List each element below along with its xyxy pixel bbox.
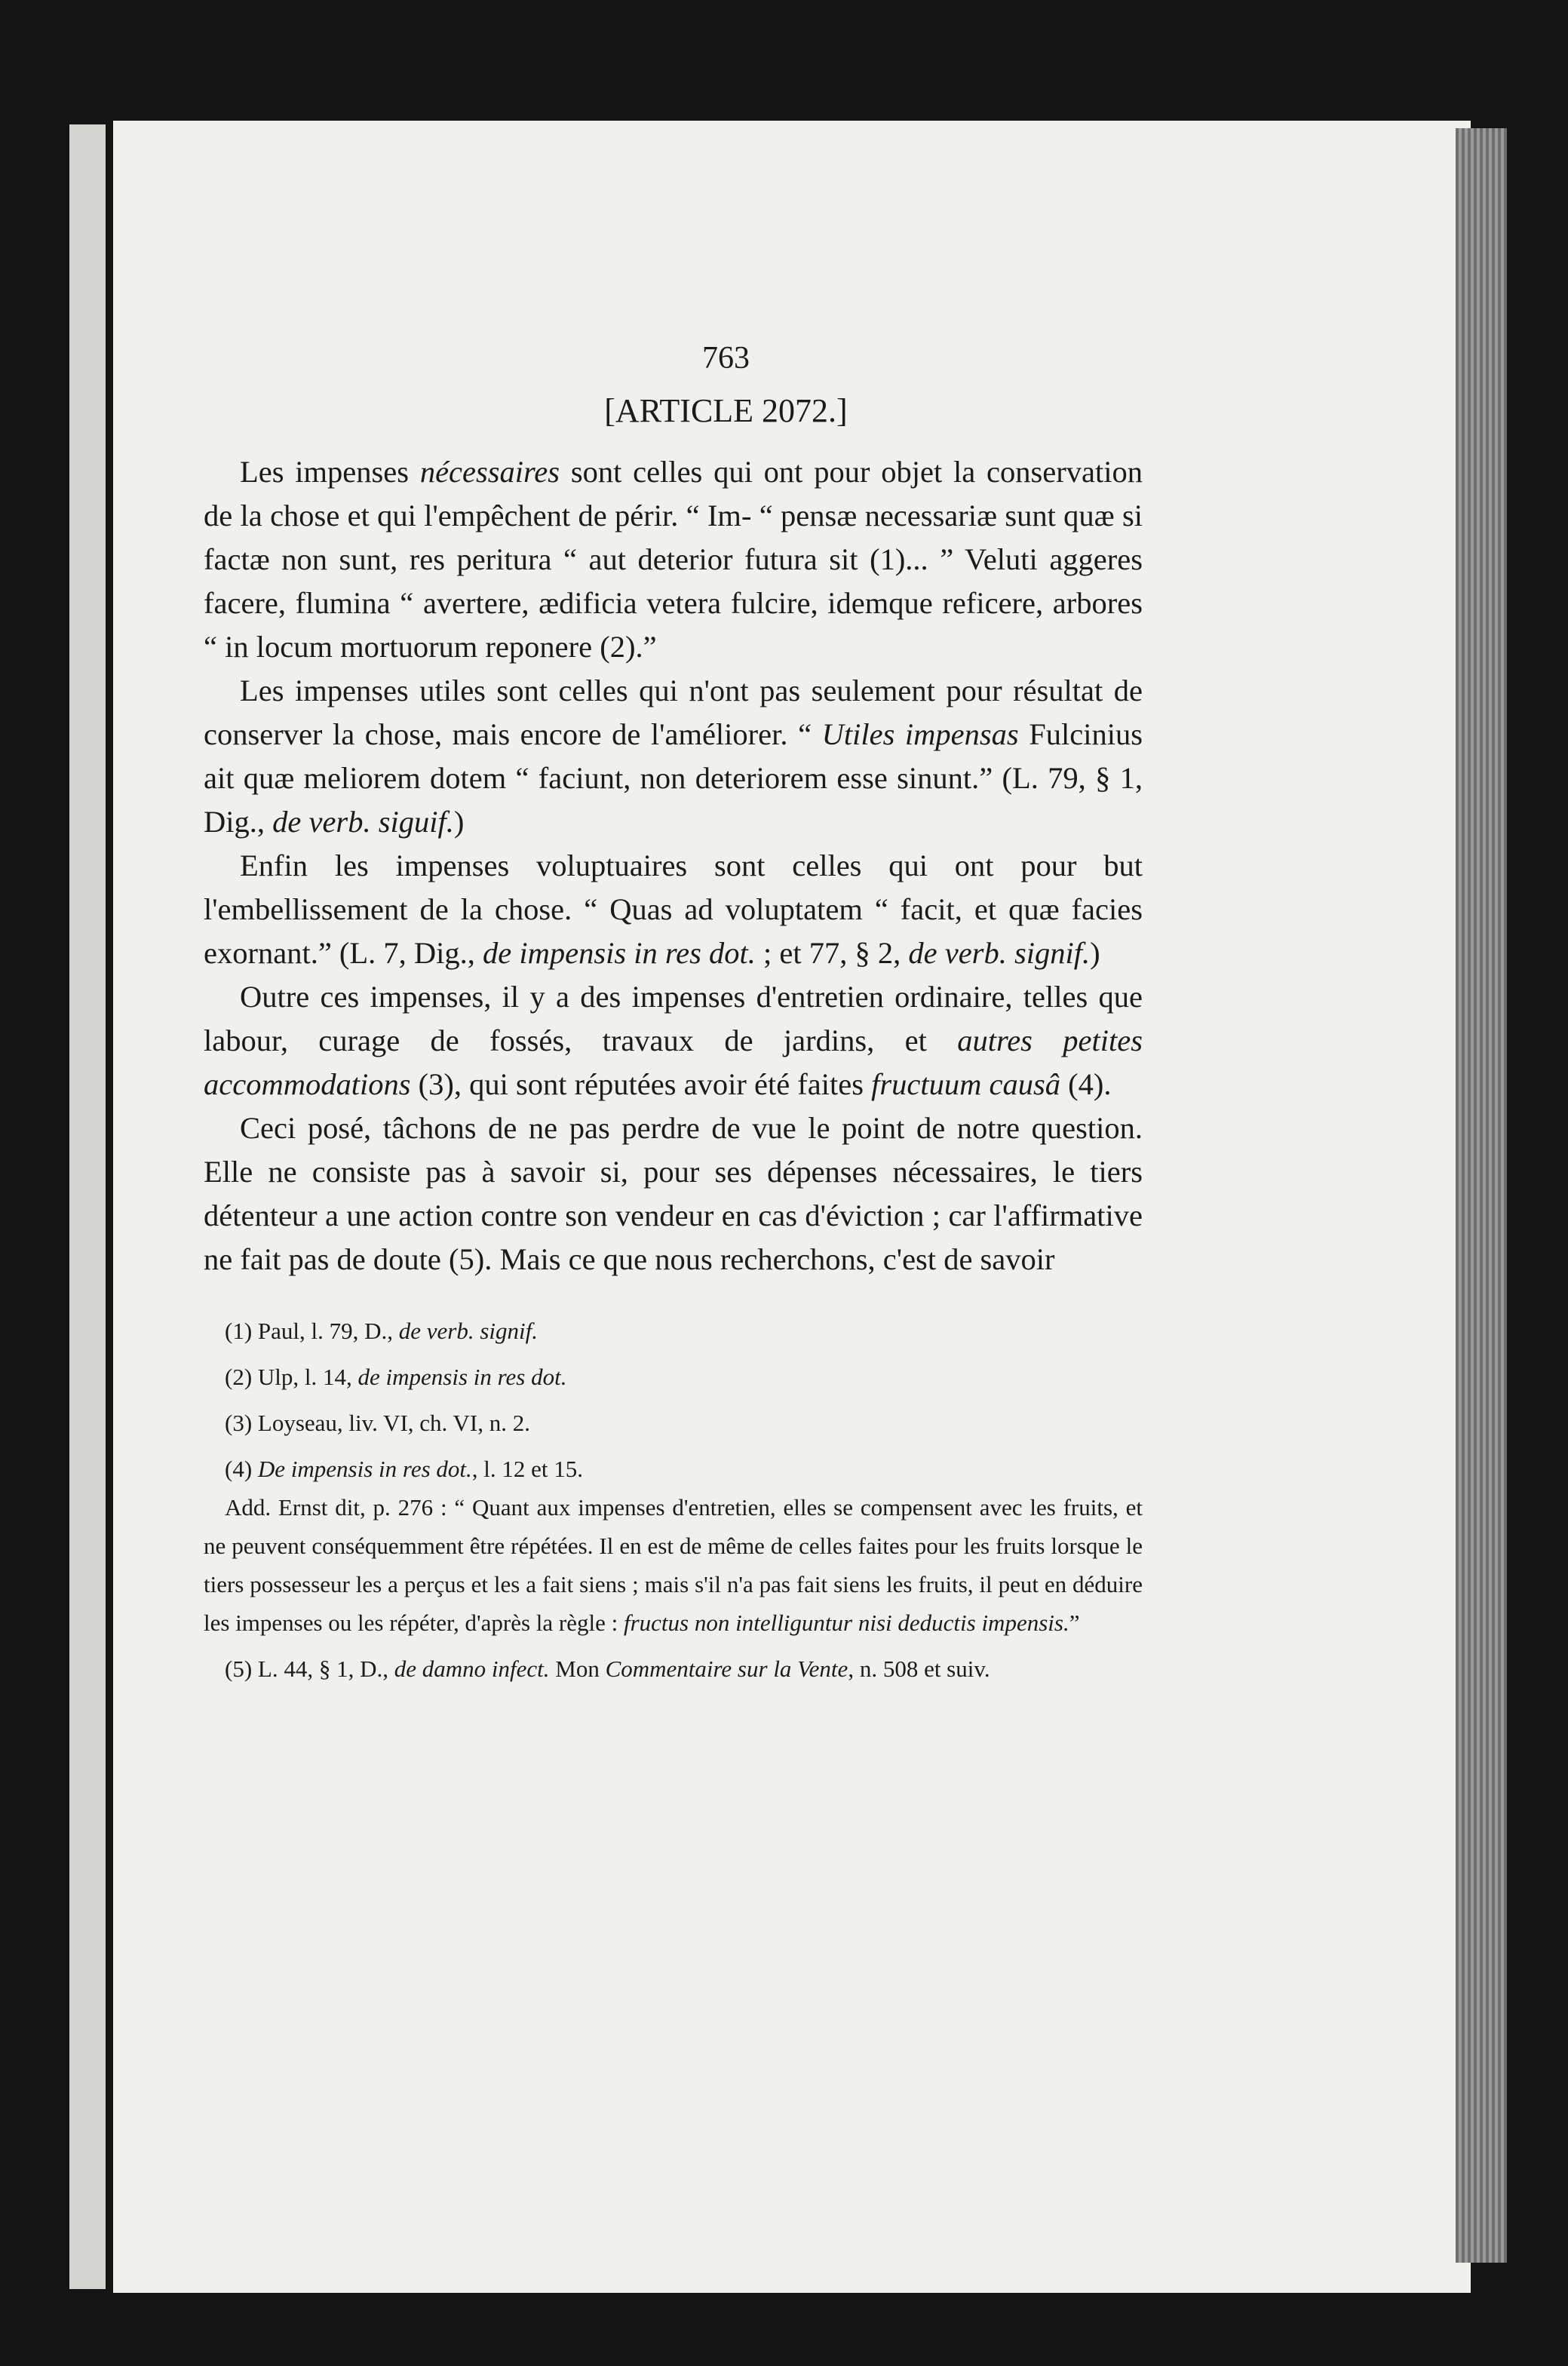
text-run: ” [1069, 1610, 1080, 1636]
italic-text: de impensis in res dot. [483, 936, 756, 970]
italic-text: de verb. siguif. [272, 805, 454, 839]
text-run: (1) Paul, l. 79, D., [225, 1318, 399, 1344]
article-heading: [ARTICLE 2072.] [604, 392, 848, 429]
page-number: 763 [702, 341, 750, 376]
paragraph [204, 1106, 1143, 1281]
italic-text: fructus non intelliguntur nisi deductis impensis. [623, 1610, 1069, 1636]
text-run: sont celles qui ont pour objet la conservation de la chose et qui l'empêchent de périr. “ Im- “ pensæ necessariæ sunt quæ si factæ non sunt, res peritura “ aut deterior futura sit (1)... ” Veluti aggeres facere, flumina “ avertere, ædificia vetera fulcire, idemque reficere, arbores “ in locum mortuorum reponere (2).” [204, 455, 1143, 664]
footnote [204, 1358, 1143, 1396]
footnote [204, 1312, 1143, 1350]
text-run: ) [453, 805, 465, 839]
text-run: (3) Loyseau, liv. VI, ch. VI, n. 2. [225, 1410, 530, 1436]
paragraph [204, 844, 1143, 975]
footnote [204, 1649, 1143, 1688]
text-run: ) [1090, 936, 1100, 970]
italic-text: nécessaires [419, 455, 560, 489]
text-run: Les impenses [240, 455, 420, 489]
text-run: Mon [549, 1656, 606, 1682]
italic-text: Utiles impensas [821, 717, 1019, 751]
italic-text: fructuum causâ [871, 1067, 1060, 1101]
text-run: (5) L. 44, § 1, D., [225, 1656, 394, 1682]
text-run: Fulcinius ait quæ meliorem dotem “ faciunt, non deteriorem esse sinunt.” (L. 79, § 1, Dig., [204, 717, 1143, 839]
italic-text: de damno infect. [394, 1656, 550, 1682]
text-run: (3), qui sont réputées avoir été faites [410, 1067, 872, 1101]
footnote [204, 1450, 1143, 1488]
italic-text: de verb. signif. [398, 1318, 539, 1344]
text-run: Enfin les impenses voluptuaires sont celles qui ont pour but l'embellissement de la chose. “ Quas ad voluptatem “ facit, et quæ facies exornant.” (L. 7, Dig., [204, 849, 1143, 970]
text-run: , l. 12 et 15. [471, 1456, 584, 1482]
italic-text: De impensis in res dot. [257, 1456, 472, 1482]
text-run: Add. Ernst dit, p. 276 : “ Quant aux impenses d'entretien, elles se compensent avec les fruits, et ne peuvent conséquemment être répétées. Il en est de même de celles faites pour les fruits lorsque le tiers possesseur les a perçus et les a fait siens ; mais s'il n'a pas fait siens les fruits, il peut en déduire les impenses ou les répéter, d'après la règle : [204, 1494, 1143, 1636]
text-run: ; et 77, § 2, [755, 936, 909, 970]
italic-text: autres petites accommodations [204, 1023, 1143, 1101]
text-run: Les impenses utiles sont celles qui n'ont pas seulement pour résultat de conserver la chose, mais encore de l'améliorer. “ [204, 674, 1143, 751]
italic-text: de verb. signif. [908, 936, 1091, 970]
page-stack-edge [1456, 128, 1507, 2263]
text-run: (4). [1060, 1067, 1112, 1101]
footnotes [204, 1312, 1143, 1688]
paragraph [204, 450, 1143, 669]
italic-text: de impensis in res dot. [357, 1364, 567, 1390]
text-run: (4) [225, 1456, 258, 1482]
body-text [204, 450, 1143, 1281]
text-run: , n. 508 et suiv. [848, 1656, 990, 1682]
text-run: Outre ces impenses, il y a des impenses d'entretien ordinaire, telles que labour, curage de fossés, travaux de jardins, et [204, 980, 1143, 1057]
page-text [204, 336, 1143, 1688]
footnote-addition [204, 1488, 1143, 1642]
text-run: Ceci posé, tâchons de ne pas perdre de vue le point de notre question. Elle ne consiste pas à savoir si, pour ses dépenses nécessaires, le tiers détenteur a une action contre son vendeur en cas d'éviction ; car l'affirmative ne fait pas de doute (5). Mais ce que nous recherchons, c'est de savoir [204, 1111, 1143, 1276]
italic-text: Commentaire sur la Vente [605, 1656, 848, 1682]
footnote [204, 1404, 1143, 1442]
text-run: (2) Ulp, l. 14, [225, 1364, 358, 1390]
adjacent-page-edge [69, 124, 106, 2289]
paragraph [204, 669, 1143, 844]
paragraph [204, 975, 1143, 1106]
